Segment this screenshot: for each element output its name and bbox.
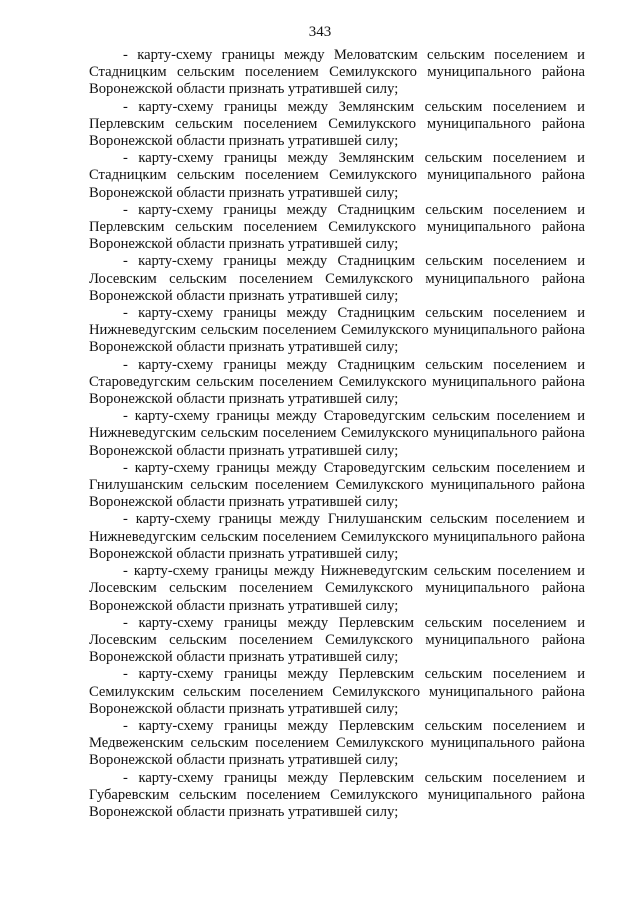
paragraph: - карту-схему границы между Перлевским сельским поселением и Медвеженским сельским поселением Семилукского муниципального района Воронежской области признать утратившей силу; xyxy=(89,717,585,769)
paragraph: - карту-схему границы между Перлевским сельским поселением и Лосевским сельским поселением Семилукского муниципального района Воронежской области признать утратившей силу; xyxy=(89,614,585,666)
paragraph: - карту-схему границы между Перлевским сельским поселением и Семилукским сельским поселением Семилукского муниципального района Воронежской области признать утратившей силу; xyxy=(89,666,585,717)
paragraph: - карту-схему границы между Стадницким сельским поселением и Лосевским сельским поселением Семилукского муниципального района Воронежской области признать утратившей силу; xyxy=(89,253,585,304)
page-number: 343 xyxy=(308,24,332,40)
paragraph: - карту-схему границы между Землянским сельским поселением и Перлевским сельским поселением Семилукского муниципального района Воронежской области признать утратившей силу; xyxy=(89,98,585,150)
paragraph: - карту-схему границы между Гнилушанским сельским поселением и Нижневедугским сельским поселением Семилукского муниципального района Воронежской области признать утратившей силу; xyxy=(89,511,585,562)
paragraph: - карту-схему границы между Нижневедугским сельским поселением и Лосевским сельским поселением Семилукского муниципального района Воронежской области признать утратившей силу; xyxy=(89,563,585,614)
paragraph: - карту-схему границы между Стадницким сельским поселением и Перлевским сельским поселением Семилукского муниципального района Воронежской области признать утратившей силу; xyxy=(89,201,585,253)
paragraph: - карту-схему границы между Перлевским сельским поселением и Губаревским сельским поселением Семилукского муниципального района Воронежской области признать утратившей силу; xyxy=(89,769,585,820)
paragraph: - карту-схему границы между Землянским сельским поселением и Стадницким сельским поселением Семилукского муниципального района Воронежской области признать утратившей силу; xyxy=(89,150,585,201)
paragraph: - карту-схему границы между Староведугским сельским поселением и Нижневедугским сельским поселением Семилукского муниципального района Воронежской области признать утратившей силу; xyxy=(89,408,585,459)
document-body xyxy=(89,47,585,821)
paragraph: - карту-схему границы между Стадницким сельским поселением и Нижневедугским сельским поселением Семилукского муниципального района Воронежской области признать утратившей силу; xyxy=(89,305,585,356)
paragraph: - карту-схему границы между Меловатским сельским поселением и Стадницким сельским поселением Семилукского муниципального района Воронежской области признать утратившей силу; xyxy=(89,47,585,98)
paragraph: - карту-схему границы между Староведугским сельским поселением и Гнилушанским сельским поселением Семилукского муниципального района Воронежской области признать утратившей силу; xyxy=(89,459,585,511)
paragraph: - карту-схему границы между Стадницким сельским поселением и Староведугским сельским поселением Семилукского муниципального района Воронежской области признать утратившей силу; xyxy=(89,356,585,408)
